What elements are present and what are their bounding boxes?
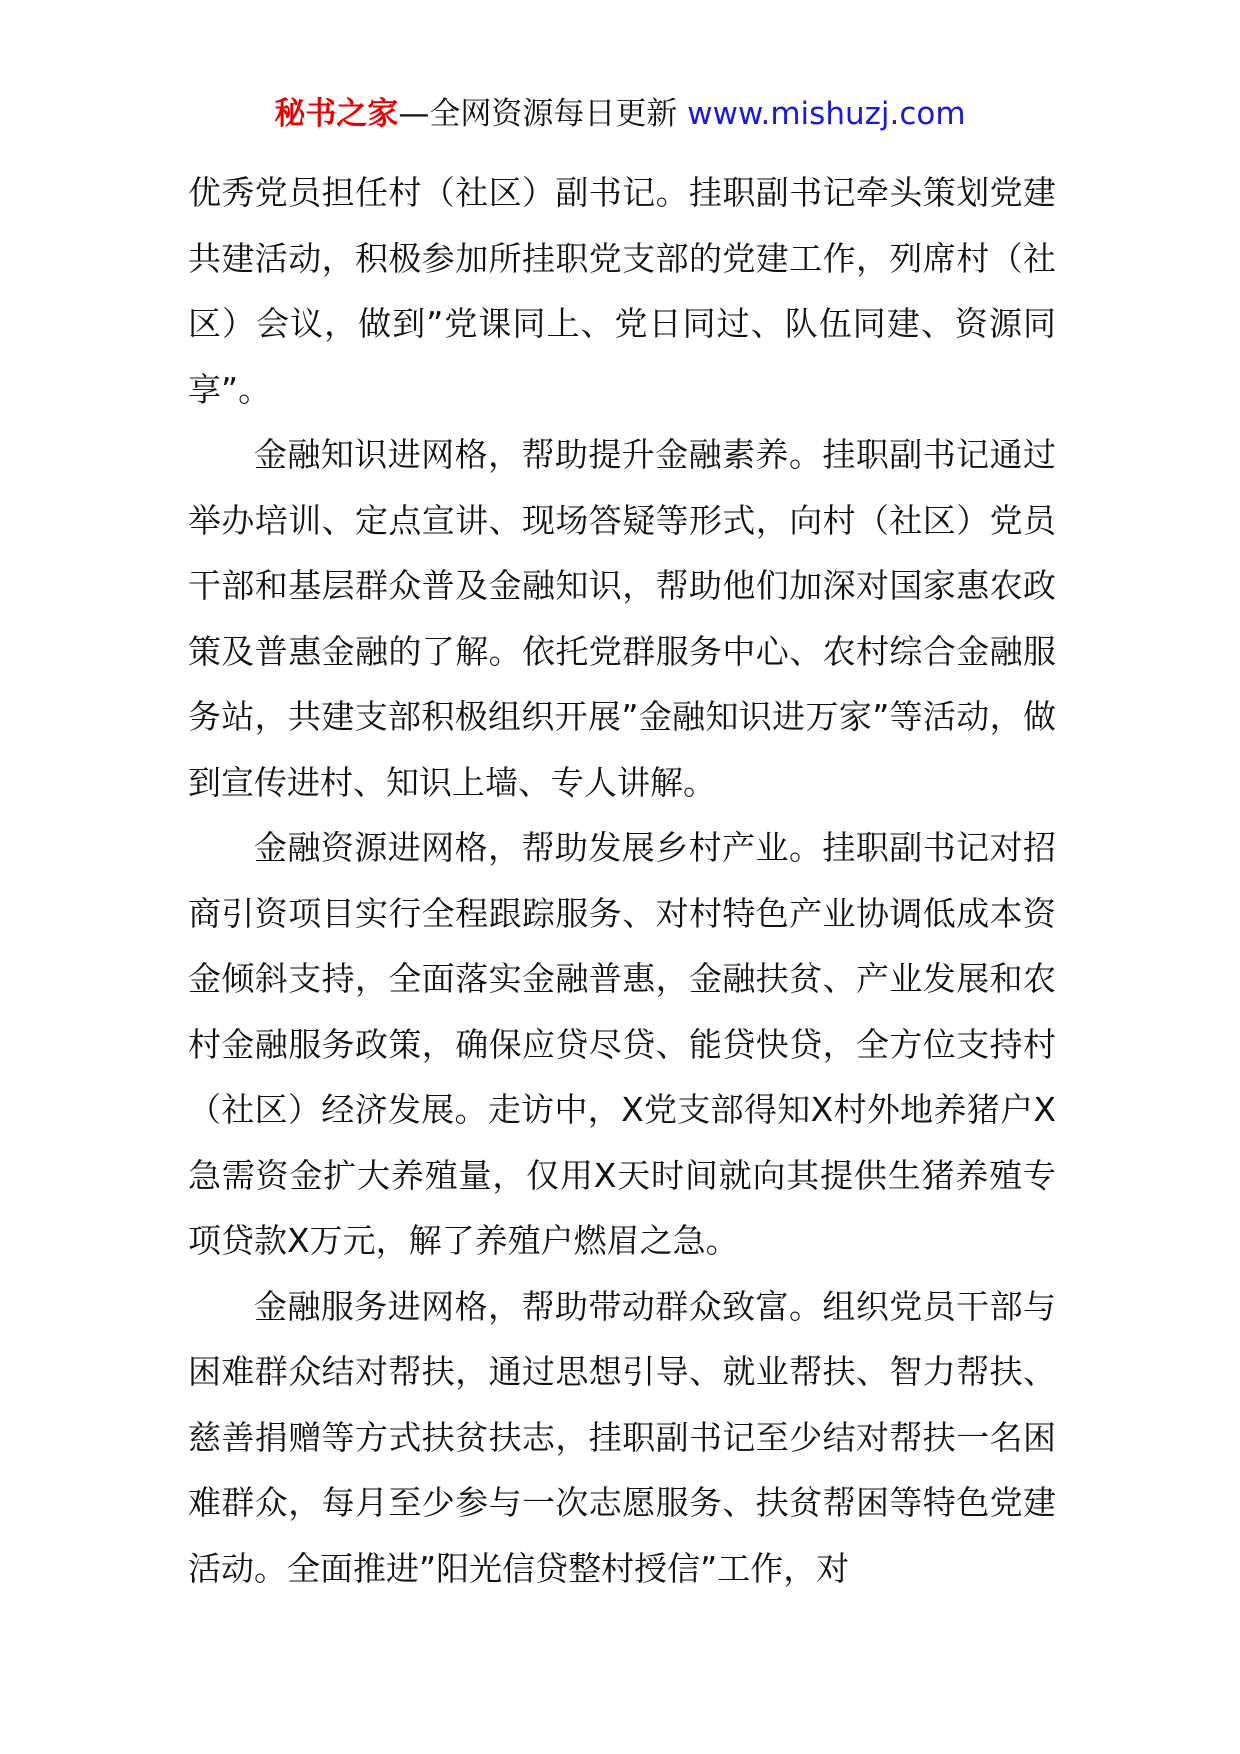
header-slogan: —全网资源每日更新 bbox=[398, 96, 688, 132]
document-body bbox=[188, 160, 1056, 1601]
paragraph-financial-knowledge: 金融知识进网格，帮助提升金融素养。挂职副书记通过举办培训、定点宣讲、现场答疑等形式，向村（社区）党员干部和基层群众普及金融知识，帮助他们加深对国家惠农政策及普惠金融的了解。依托党群服务中心、农村综合金融服务站，共建支部积极组织开展”金融知识进万家”等活动，做到宣传进村、知识上墙、专人讲解。 bbox=[188, 435, 1056, 802]
paragraph-financial-services: 金融服务进网格，帮助带动群众致富。组织党员干部与困难群众结对帮扶，通过思想引导、就业帮扶、智力帮扶、慈善捐赠等方式扶贫扶志，挂职副书记至少结对帮扶一名困难群众，每月至少参与一次志愿服务、扶贫帮困等特色党建活动。全面推进”阳光信贷整村授信”工作，对 bbox=[188, 1286, 1056, 1588]
site-header bbox=[0, 92, 1240, 136]
site-url-link[interactable]: www.mishuzj.com bbox=[687, 96, 966, 132]
paragraph-financial-resources: 金融资源进网格，帮助发展乡村产业。挂职副书记对招商引资项目实行全程跟踪服务、对村特色产业协调低成本资金倾斜支持，全面落实金融普惠，金融扶贫、产业发展和农村金融服务政策，确保应贷尽贷、能贷快贷，全方位支持村（社区）经济发展。走访中，X党支部得知X村外地养猪户X急需资金扩大养殖量，仅用X天时间就向其提供生猪养殖专项贷款X万元，解了养殖户燃眉之急。 bbox=[188, 828, 1056, 1260]
brand-name: 秘书之家 bbox=[274, 96, 399, 132]
paragraph-continued: 优秀党员担任村（社区）副书记。挂职副书记牵头策划党建共建活动，积极参加所挂职党支部的党建工作，列席村（社区）会议，做到”党课同上、党日同过、队伍同建、资源同享”。 bbox=[188, 173, 1056, 409]
